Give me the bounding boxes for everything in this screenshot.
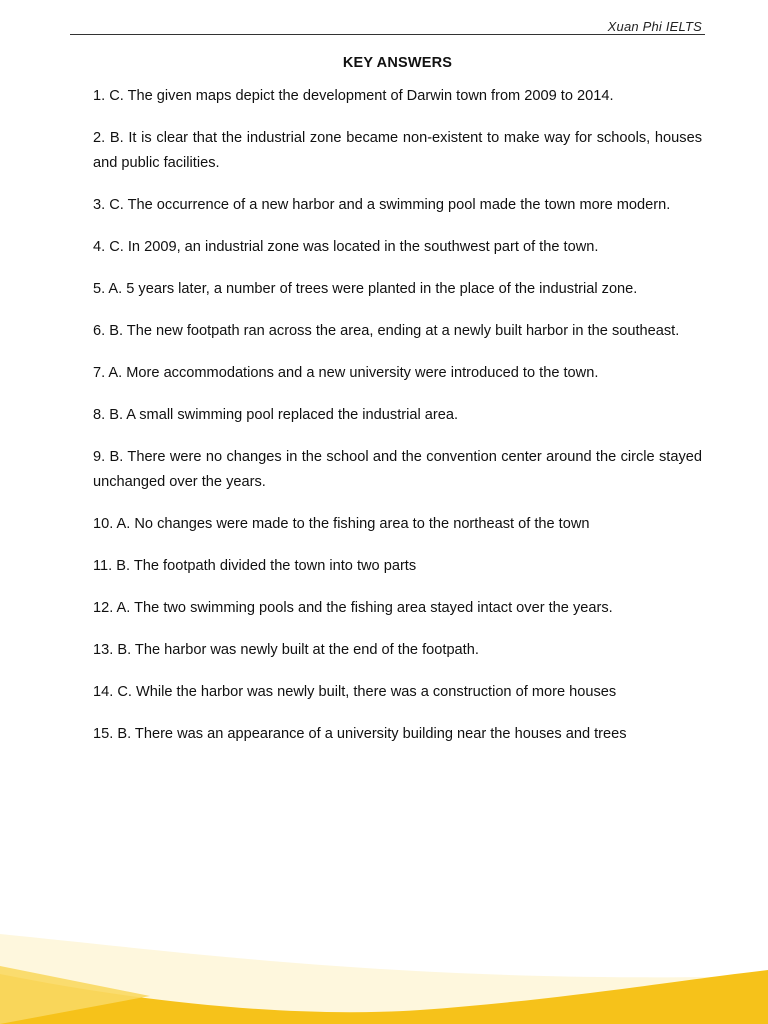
answer-item: 13. B. The harbor was newly built at the end of the footpath. <box>93 642 479 658</box>
answer-item: 7. A. More accommodations and a new university were introduced to the town. <box>93 365 599 381</box>
answer-item: 12. A. The two swimming pools and the fishing area stayed intact over the years. <box>93 600 613 616</box>
answer-item: 11. B. The footpath divided the town into two parts <box>93 558 417 574</box>
answer-item: 9. B. There were no changes in the school and the convention center around the circle stayed unchanged over the years. <box>93 449 702 490</box>
answer-item: 5. A. 5 years later, a number of trees were planted in the place of the industrial zone. <box>93 281 638 297</box>
answer-item: 14. C. While the harbor was newly built, there was a construction of more houses <box>93 684 617 700</box>
answer-item: 3. C. The occurrence of a new harbor and a swimming pool made the town more modern. <box>93 197 671 213</box>
header-brand: Xuan Phi IELTS <box>607 19 702 34</box>
answer-item: 2. B. It is clear that the industrial zone became non-existent to make way for schools, houses and public facilities. <box>93 130 702 171</box>
answer-list <box>93 84 702 764</box>
header-divider <box>70 34 705 35</box>
answer-item: 8. B. A small swimming pool replaced the industrial area. <box>93 407 459 423</box>
answer-item: 15. B. There was an appearance of a university building near the houses and trees <box>93 726 627 742</box>
answer-item: 6. B. The new footpath ran across the area, ending at a newly built harbor in the southeast. <box>93 323 680 339</box>
footer-decoration <box>0 914 768 1024</box>
answer-item: 10. A. No changes were made to the fishing area to the northeast of the town <box>93 516 590 532</box>
answer-item: 1. C. The given maps depict the development of Darwin town from 2009 to 2014. <box>93 88 614 104</box>
answer-item: 4. C. In 2009, an industrial zone was located in the southwest part of the town. <box>93 239 599 255</box>
page-title: KEY ANSWERS <box>342 55 453 71</box>
